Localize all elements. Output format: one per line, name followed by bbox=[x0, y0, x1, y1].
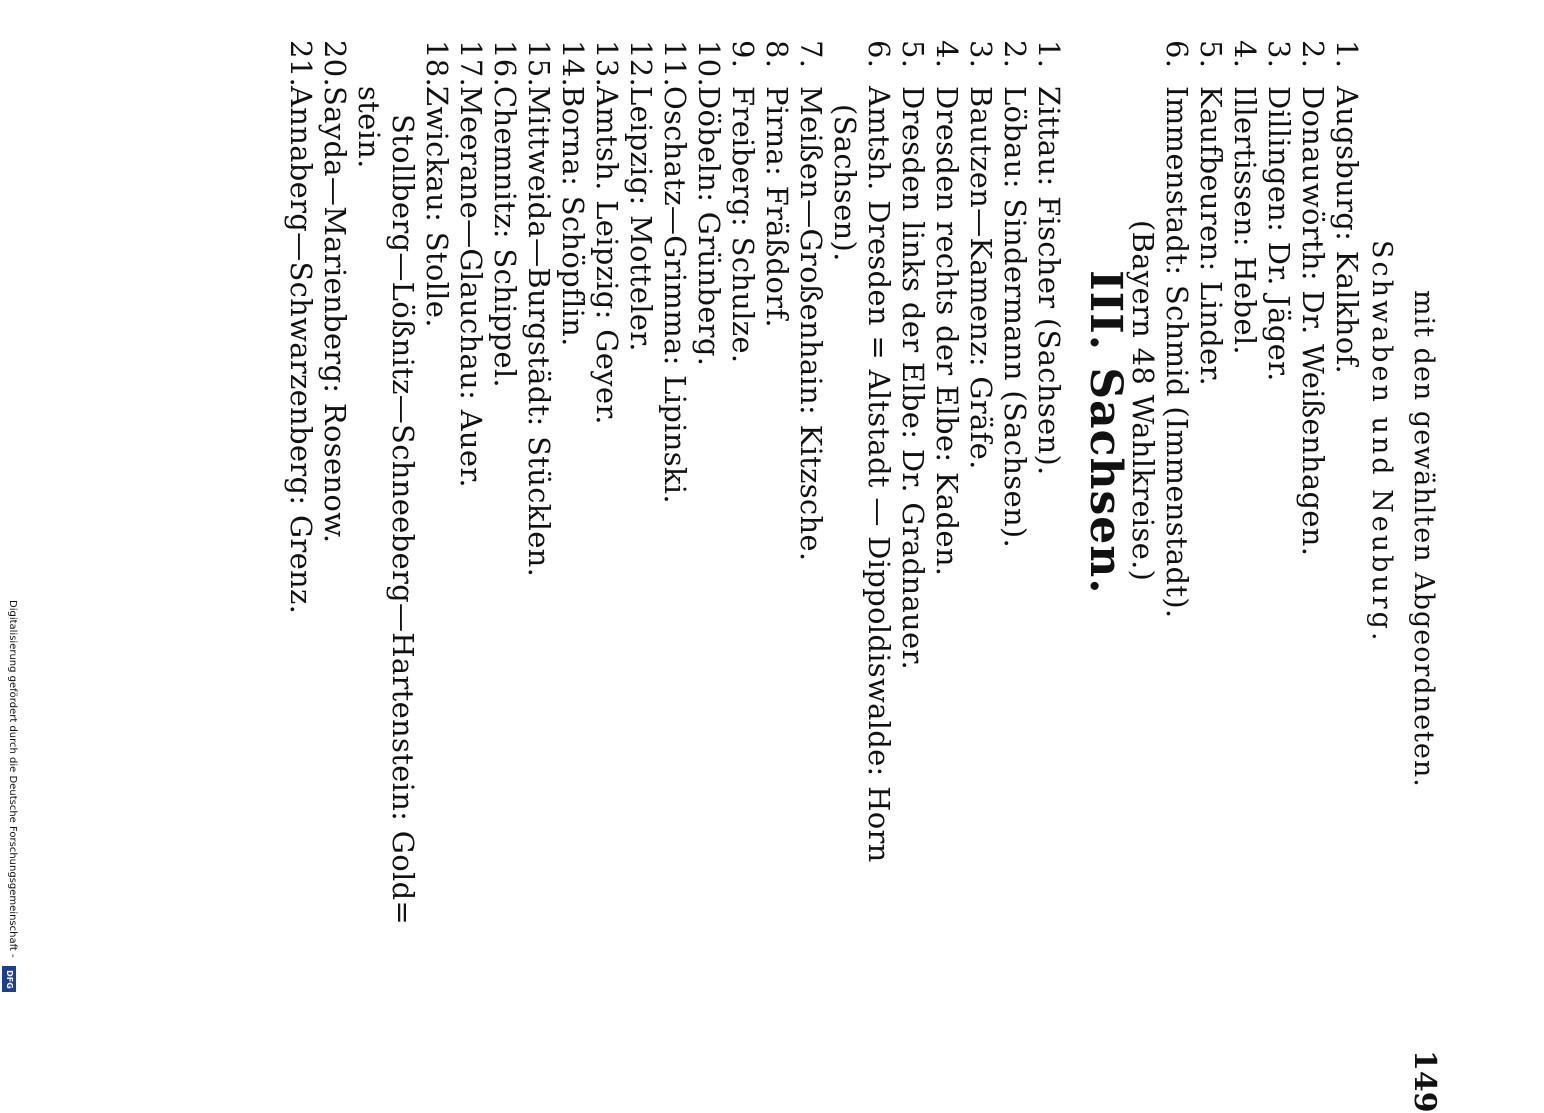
list-item: 17.Meerane—Glauchau: Auer. bbox=[454, 40, 488, 488]
list-item: 11.Oschatz—Grimma: Lipinski. bbox=[658, 40, 692, 504]
list-item: 7.Meißen—Großenhain: Kitzsche. bbox=[794, 40, 828, 562]
list-item: 15.Mittweida—Burgstädt: Stücklen. bbox=[522, 40, 556, 578]
footer-text: Digitalisierung gefördert durch die Deutsche Forschungsgemeinschaft - bbox=[7, 600, 18, 958]
list-item: 21.Annaberg—Schwarzenberg: Grenz. bbox=[284, 40, 318, 615]
list-item: 4.Illertissen: Hebel. bbox=[1228, 40, 1262, 355]
list-item: 9.Freiberg: Schulze. bbox=[726, 40, 760, 364]
list-item: 18.Zwickau: Stolle. bbox=[420, 40, 454, 328]
bavaria-closing: (Bayern 48 Wahlkreise.) bbox=[1126, 220, 1160, 582]
list-item: 5.Dresden links der Elbe: Dr. Gradnauer. bbox=[896, 40, 930, 670]
list-item: 6.Amtsh. Dresden = Altstadt — Dippoldiswalde: Horn bbox=[862, 40, 896, 863]
list-item-continuation: Stollberg—Lößnitz—Schneeberg—Hartenstein: Gold= bbox=[386, 114, 420, 926]
list-item: 10.Döbeln: Grünberg. bbox=[692, 40, 726, 367]
list-item-continuation: (Sachsen). bbox=[828, 104, 862, 262]
bavaria-subtitle: Schwaben und Neuburg. bbox=[1366, 240, 1397, 644]
list-item: 2.Löbau: Sindermann (Sachsen). bbox=[998, 40, 1032, 549]
section-title: III. Sachsen. bbox=[1080, 270, 1131, 595]
list-item: 5.Kaufbeuren: Linder. bbox=[1194, 40, 1228, 386]
dfg-logo: DFG bbox=[2, 966, 16, 992]
list-item: 1.Zittau: Fischer (Sachsen). bbox=[1032, 40, 1066, 476]
list-item: 6.Immenstadt: Schmid (Immenstadt). bbox=[1160, 40, 1194, 619]
list-item: 14.Borna: Schöpflin. bbox=[556, 40, 590, 347]
page-content bbox=[130, 40, 1442, 1113]
list-item: 20.Sayda—Marienberg: Rosenow. bbox=[318, 40, 352, 544]
list-item: 16.Chemnitz: Schippel. bbox=[488, 40, 522, 388]
list-item: 1.Augsburg: Kalkhof. bbox=[1330, 40, 1364, 374]
list-item: stein. bbox=[352, 86, 386, 169]
list-item: 13.Amtsh. Leipzig: Geyer. bbox=[590, 40, 624, 425]
list-item: 12.Leipzig: Motteler. bbox=[624, 40, 658, 352]
list-item: 2.Donauwörth: Dr. Weißenhagen. bbox=[1296, 40, 1330, 557]
running-head: mit den gewählten Abgeordneten. bbox=[1408, 290, 1439, 788]
list-item: 4.Dresden rechts der Elbe: Kaden. bbox=[930, 40, 964, 577]
list-item: 8.Pirna: Fräßdorf. bbox=[760, 40, 794, 328]
list-item: 3.Dillingen: Dr. Jäger. bbox=[1262, 40, 1296, 382]
list-item: 3.Bautzen—Kamenz: Gräfe. bbox=[964, 40, 998, 470]
page-number: 149 bbox=[1407, 1050, 1442, 1113]
digitization-footer bbox=[0, 600, 20, 990]
